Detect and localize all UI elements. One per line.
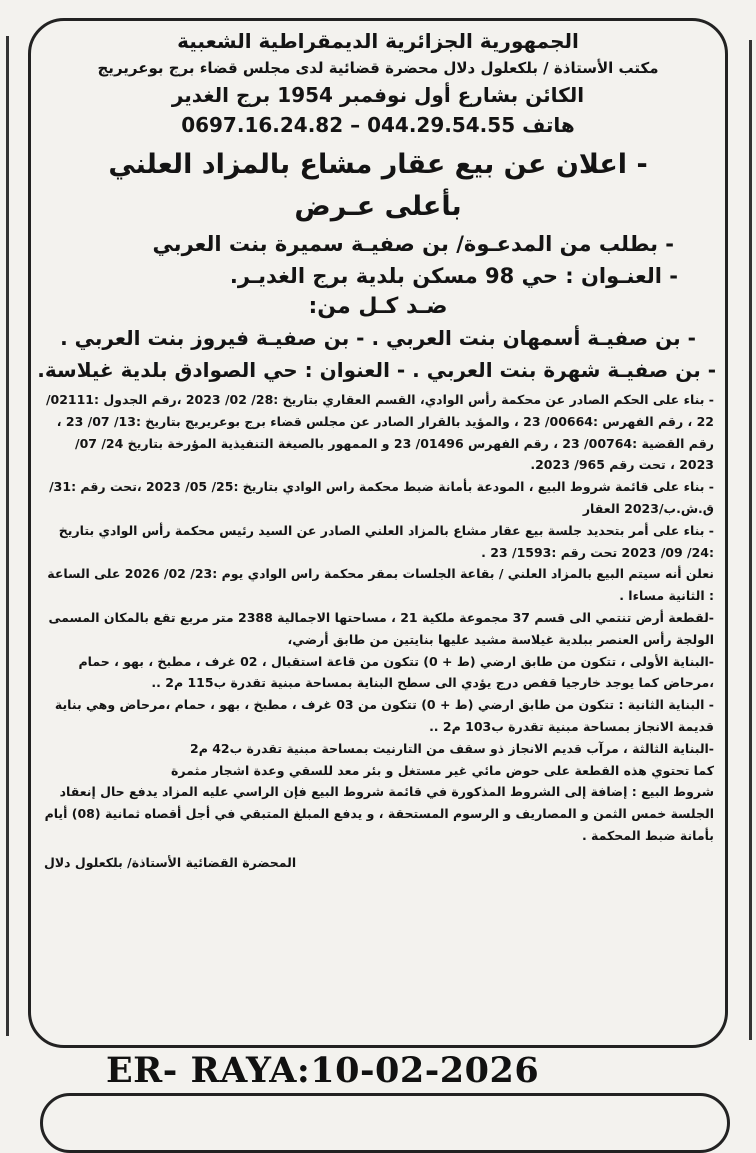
requester-line: - بطلب من المدعـوة/ بن صفيـة سميرة بنت العربي	[152, 232, 674, 256]
notice-subtitle: بأعلى عـرض	[294, 191, 462, 222]
body-paragraph-building-2: - البناية الثانية : تتكون من طابق ارضي (ط + 0) تتكون من 03 غرف ، مطبخ ، بهو ، حمام ،مرحاض وهي بناية قديمة الانجاز بمساحة مبنية تقدرة ب103 م2 ..	[54, 697, 714, 734]
body-paragraph-building-3: -البناية الثالثة ، مرآب قديم الانجاز ذو سقف من التارنيت بمساحة مبنية تقدرة ب42 م2	[190, 740, 714, 756]
header-office: مكتب الأستاذة / بلكعلول دلال محضرة قضائية لدى مجلس قضاء برج بوعريريج	[97, 59, 659, 77]
body-paragraph-order: - بناء على أمر بتحديد جلسة بيع عقار مشاع بالمزاد العلني الصادر عن السيد رئيس محكمة رأس الوادي بتاريخ :24/ 09/ 2023 تحت رقم :1593/ 23 .	[58, 522, 714, 560]
notice-title: - اعلان عن بيع عقار مشاع بالمزاد العلني	[108, 149, 648, 180]
newspaper-footer: ER- RAYA:10-02-2026	[106, 1050, 540, 1091]
next-notice-frame	[40, 1093, 730, 1153]
header-republic: الجمهورية الجزائرية الديمقراطية الشعبية	[177, 29, 579, 53]
signature: المحضرة القضائية الأستاذة/ بلكعلول دلال	[44, 854, 297, 870]
left-column-rule	[6, 36, 9, 1036]
body-paragraph-terms: شروط البيع : إضافة إلى الشروط المذكورة في قائمة شروط البيع فإن الراسي عليه المزاد يدفع حال إنعقاد الجلسة خمس الثمن و المصاريف و الرسوم المستحقة ، و يدفع المبلغ المتبقي في أجل أقصاه ثمانية (08) أيام بأمانة ضبط المحكمة .	[44, 784, 714, 843]
defendants-line-1: - بن صفيـة أسمهان بنت العربي . - بن صفيـة فيروز بنت العربي .	[60, 326, 696, 350]
requester-address: - العنـوان : حي 98 مسكن بلدية برج الغديـر.	[229, 264, 678, 288]
body-paragraph-conditions: - بناء على قائمة شروط البيع ، المودعة بأمانة ضبط محكمة راس الوادي بتاريخ :25/ 05/ 2023 ،تحت رقم :31/ ق.ش.ب/2023 العقار	[49, 479, 714, 516]
right-column-rule	[749, 40, 752, 1040]
notice-body	[40, 389, 716, 847]
header-address: الكائن بشارع أول نوفمبر 1954 برج الغدير	[171, 83, 585, 107]
defendants-line-2: - بن صفيـة شهرة بنت العربي . - العنوان : حي الصوادق بلدية غيلاسة.	[37, 358, 716, 382]
against-heading: ضـد كـل من:	[308, 294, 448, 319]
body-paragraph-sale-date: نعلن أنه سيتم البيع بالمزاد العلني / بقاعة الجلسات بمقر محكمة راس الوادي يوم :23/ 02/ 2026 على الساعة : الثانية مساءا .	[47, 566, 714, 604]
notice-content	[37, 26, 716, 870]
body-paragraph-judgment: - بناء على الحكم الصادر عن محكمة رأس الوادي، القسم العقاري بتاريخ :28/ 02/ 2023 ،رقم الجدول :02111/ 22 ، رقم الفهرس :00664/ 23 ، والمؤيد بالقرار الصادر عن مجلس قضاء برج بوعريريج بتاريخ :13/ 07/ 23 ، رقم القضية :00764/ 23 ، رقم الفهرس 01496/ 23 و الممهور بالصيغة التنفيذية المؤرخة بتاريخ 24/ 07/ 2023 ، تحت رقم 965/ 2023.	[45, 392, 714, 473]
body-paragraph-extras: كما تحتوي هذه القطعة على حوض مائي غير مستغل و بئر معد للسقي وعدة اشجار مثمرة	[171, 762, 714, 778]
body-paragraph-land: -لقطعة أرض تنتمي الى قسم 37 مجموعة ملكية 21 ، مساحتها الاجمالية 2388 متر مربع تقع بالمكان المسمى الولجة رأس العنصر ببلدية غيلاسة مشيد عليها بنايتين من طابق أرضي،	[48, 609, 714, 647]
body-paragraph-building-1: -البناية الأولى ، تتكون من طابق ارضي (ط + 0) تتكون من قاعة استقبال ، 02 غرف ، مطبخ ، بهو ، حمام ،مرحاض كما يوجد خارجيا قفص درج يؤدي الى سطح البناية بمساحة مبنية تقدرة ب115 م2 ..	[78, 653, 714, 691]
header-phone: هاتف 044.29.54.55 – 0697.16.24.82	[181, 113, 575, 137]
